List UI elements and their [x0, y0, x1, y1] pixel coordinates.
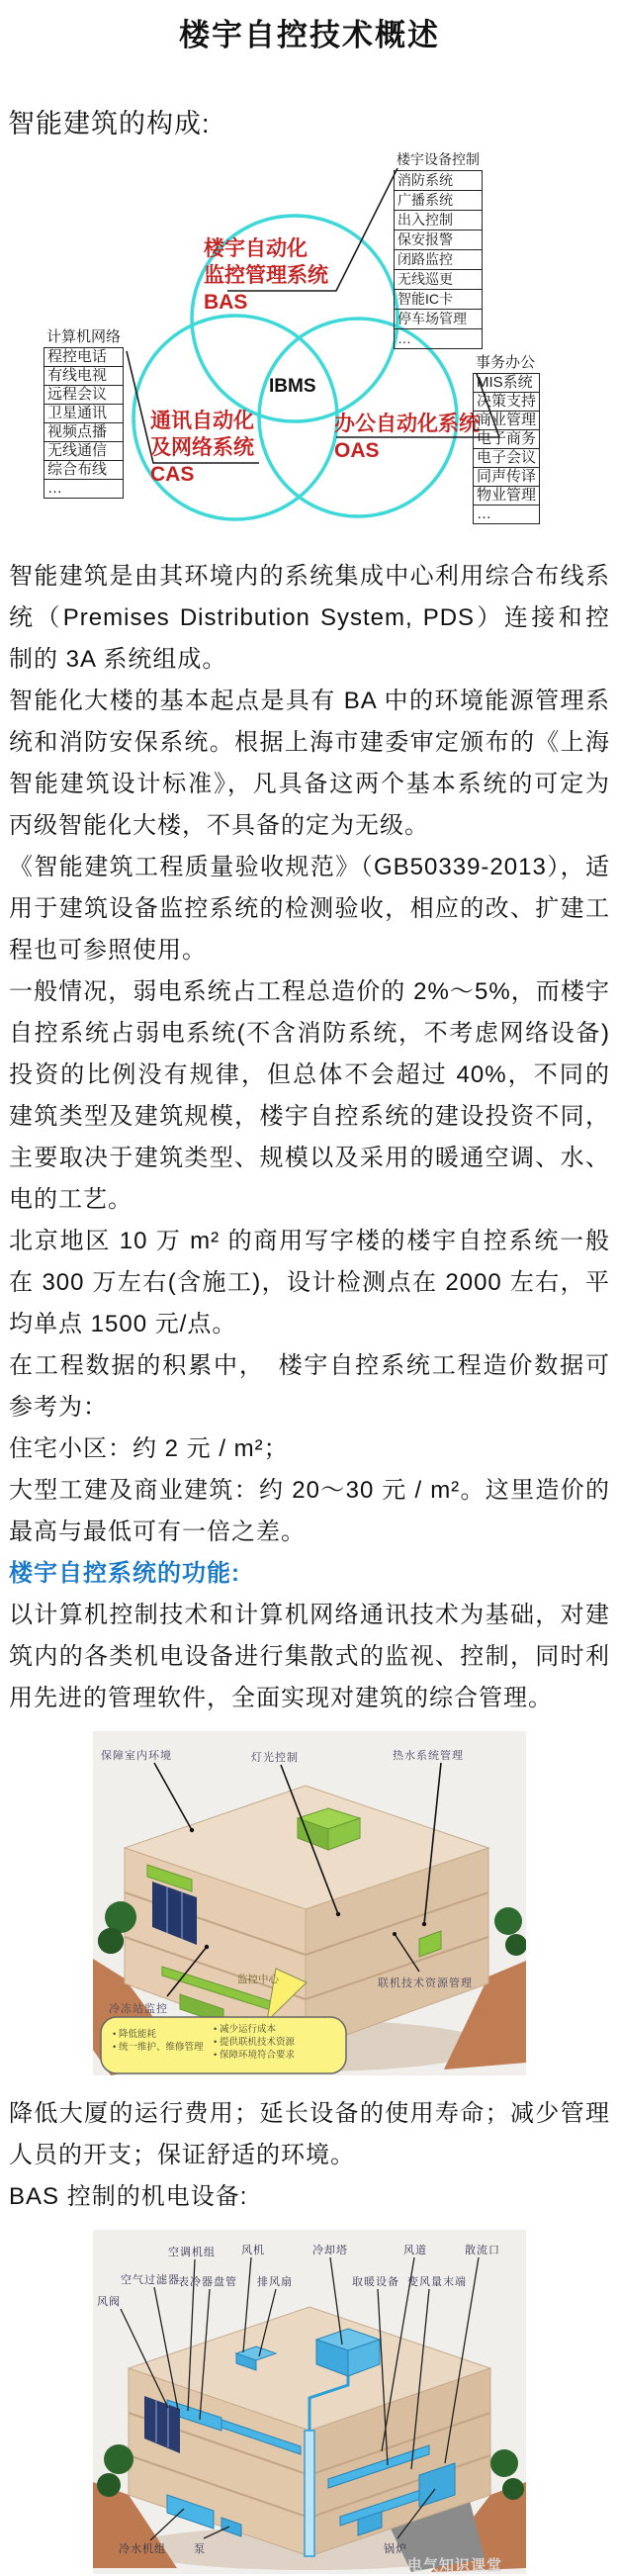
- paragraph: 一般情况，弱电系统占工程总造价的 2%～5%，而楼宇自控系统占弱电系统(不含消防系统，不考虑网络设备)投资的比例没有规律，但总体不会超过 40%，不同的建筑类型及建筑规模，楼宇自控系统的建设投资不同，主要取决于建筑类型、规模以及采用的暖通空调、水、电的工艺。: [9, 978, 610, 1213]
- list-item: MIS系统: [474, 374, 539, 393]
- label-indoor-environment: 保障室内环境: [101, 1750, 172, 1762]
- paragraph: 住宅小区：约 2 元 / m²；: [9, 1435, 289, 1462]
- list-item: 停车场管理: [395, 310, 482, 329]
- cas-label: [150, 408, 254, 488]
- list-item: 广播系统: [395, 191, 482, 211]
- article-body-2: [0, 2093, 619, 2218]
- paragraph: 北京地区 10 万 m² 的商用写字楼的楼宇自控系统一般在 300 万左右(含施工)，设计检测点在 2000 左右，平均单点 1500 元/点。: [9, 1228, 610, 1337]
- bubble-benefits-column1: [113, 2028, 203, 2054]
- label-boiler: 锅炉: [384, 2543, 407, 2555]
- label-online-tech-resource: 联机技术资源管理: [378, 1978, 473, 1989]
- bubble-item: • 提供联机技术资源: [214, 2036, 295, 2049]
- oas-label: [334, 411, 480, 464]
- article-body: [0, 556, 619, 1719]
- label-exhaust-fan: 排风扇: [257, 2276, 293, 2288]
- office-automation-list: [473, 354, 540, 524]
- bas-line2: 监控管理系统: [204, 264, 328, 287]
- label-cooling-tower: 冷却塔: [312, 2245, 348, 2256]
- list-item: 同声传译: [474, 468, 539, 487]
- section-heading-composition: 智能建筑的构成:: [8, 109, 211, 138]
- label-fan: 风机: [241, 2245, 265, 2256]
- list-item: 有线电视: [44, 367, 123, 386]
- list-item: 消防系统: [395, 171, 482, 191]
- computer-network-list: [44, 328, 124, 499]
- bubble-benefits-column2: [214, 2023, 295, 2062]
- label-vav-terminal: 变风量末端: [407, 2276, 467, 2288]
- list-item: 无线巡更: [395, 270, 482, 290]
- list-item: 卫星通讯: [44, 405, 123, 423]
- label-heating-equipment: 取暖设备: [352, 2276, 399, 2288]
- bubble-item: • 减少运行成本: [214, 2023, 295, 2036]
- building-equipment-list: [394, 150, 483, 349]
- paragraph: 在工程数据的积累中， 楼宇自控系统工程造价数据可参考为：: [9, 1352, 610, 1421]
- label-control-center: 监控中心: [237, 1974, 279, 1985]
- list-item: 保安报警: [395, 230, 482, 250]
- list-item: 综合布线: [44, 461, 123, 480]
- function-heading: 楼宇自控系统的功能:: [9, 1560, 240, 1587]
- label-chiller-station-monitoring: 冷冻站监控: [109, 2003, 168, 2015]
- label-pump: 泵: [194, 2543, 206, 2555]
- paragraph: 以计算机控制技术和计算机网络通讯技术为基础，对建筑内的各类机电设备进行集散式的监视、控制，同时利用先进的管理软件，全面实现对建筑的综合管理。: [9, 1602, 610, 1711]
- ibms-label: IBMS: [269, 376, 316, 397]
- list-item: …: [44, 480, 123, 499]
- bas-line1: 楼宇自动化: [204, 237, 308, 260]
- bas-line3: BAS: [204, 291, 248, 314]
- page-title: 楼宇自控技术概述: [179, 18, 440, 52]
- list-item: 出入控制: [395, 211, 482, 230]
- bubble-item: • 保障环境符合要求: [214, 2049, 295, 2062]
- cas-line2: 及网络系统: [150, 436, 254, 459]
- label-diffuser: 散流口: [465, 2245, 500, 2256]
- list-item: 电子会议: [474, 449, 539, 468]
- cas-line3: CAS: [150, 463, 195, 486]
- list-item: 程控电话: [44, 348, 123, 367]
- oas-line2: OAS: [334, 439, 380, 462]
- intelligent-building-venn-diagram: [0, 148, 619, 542]
- list-item: 商业管理: [474, 412, 539, 430]
- oas-line1: 办公自动化系统: [334, 413, 480, 435]
- bubble-item: • 统一维护、维修管理: [113, 2041, 203, 2054]
- label-ahu: 空调机组: [168, 2247, 216, 2258]
- list-item: 远程会议: [44, 386, 123, 405]
- cas-line1: 通讯自动化: [150, 410, 254, 432]
- list-item: 决策支持: [474, 393, 539, 412]
- paragraph: 《智能建筑工程质量验收规范》（GB50339-2013），适用于建筑设备监控系统的检测验收，相应的改、扩建工程也可参照使用。: [9, 854, 610, 964]
- label-chiller: 冷水机组: [119, 2543, 166, 2555]
- list-item: 闭路监控: [395, 250, 482, 270]
- label-cooling-coil: 表冷器盘管: [178, 2276, 237, 2288]
- paragraph: 大型工建及商业建筑：约 20～30 元 / m²。这里造价的最高与最低可有一倍之差。: [9, 1477, 610, 1545]
- bas-label: [204, 235, 328, 316]
- list-item: 视频点播: [44, 423, 123, 442]
- watermark: 电气知识课堂: [407, 2557, 503, 2574]
- list-item: …: [474, 506, 539, 524]
- list-header: 楼宇设备控制: [394, 150, 483, 171]
- list-item: 无线通信: [44, 442, 123, 461]
- paragraph: 智能化大楼的基本起点是具有 BA 中的环境能源管理系统和消防安保系统。根据上海市建委审定颁布的《上海智能建筑设计标准》，凡具备这两个基本系统的可定为丙级智能化大楼，不具备的定为无级。: [9, 688, 610, 839]
- figure-building-functions: [93, 1731, 526, 2079]
- list-item: …: [395, 329, 482, 349]
- paragraph: 智能建筑是由其环境内的系统集成中心利用综合布线系统（Premises Distribution System, PDS）连接和控制的 3A 系统组成。: [9, 563, 610, 673]
- label-air-filter: 空气过滤器: [121, 2274, 180, 2286]
- label-damper: 风阀: [97, 2296, 121, 2308]
- label-hot-water-management: 热水系统管理: [393, 1750, 464, 1762]
- list-item: 物业管理: [474, 487, 539, 506]
- bas-equipment-heading: BAS 控制的机电设备:: [9, 2183, 248, 2210]
- figure-bas-equipment: [93, 2230, 526, 2576]
- label-lighting-control: 灯光控制: [251, 1752, 299, 1764]
- bubble-item: • 降低能耗: [113, 2028, 203, 2041]
- list-header: 计算机网络: [44, 328, 124, 348]
- label-air-duct: 风道: [403, 2245, 427, 2256]
- paragraph: 降低大厦的运行费用；延长设备的使用寿命；减少管理人员的开支；保证舒适的环境。: [9, 2100, 610, 2168]
- list-item: 智能IC卡: [395, 290, 482, 310]
- list-header: 事务办公: [473, 354, 540, 374]
- list-item: 电子商务: [474, 430, 539, 449]
